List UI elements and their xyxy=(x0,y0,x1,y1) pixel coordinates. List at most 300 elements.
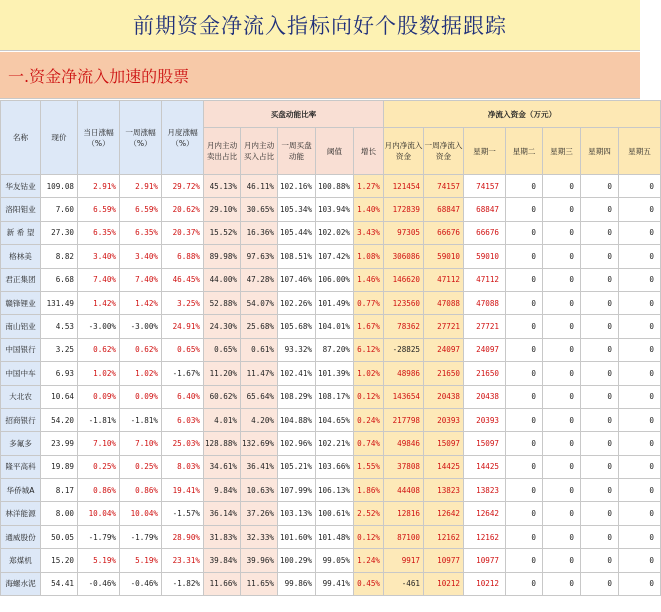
cell-tue[interactable]: 0 xyxy=(506,291,543,314)
cell-tue[interactable]: 0 xyxy=(506,572,543,595)
cell-active-buy[interactable]: 47.28% xyxy=(241,268,278,291)
col-header-buy-momentum[interactable]: 一周买盘动能 xyxy=(278,128,316,175)
cell-month-net[interactable]: 48986 xyxy=(384,362,424,385)
cell-fri[interactable]: 0 xyxy=(619,221,661,244)
cell-active-buy[interactable]: 11.65% xyxy=(241,572,278,595)
cell-tue[interactable]: 0 xyxy=(506,198,543,221)
cell-mon[interactable]: 74157 xyxy=(464,175,506,198)
table-row[interactable] xyxy=(1,385,661,408)
cell-day-chg[interactable]: 0.09% xyxy=(78,385,120,408)
cell-threshold[interactable]: 87.20% xyxy=(316,338,354,361)
cell-growth[interactable]: 1.55% xyxy=(354,455,384,478)
cell-growth[interactable]: 0.12% xyxy=(354,525,384,548)
cell-active-buy[interactable]: 54.07% xyxy=(241,291,278,314)
cell-buy-momentum[interactable]: 93.32% xyxy=(278,338,316,361)
cell-week-net[interactable]: 27721 xyxy=(424,315,464,338)
cell-mon[interactable]: 27721 xyxy=(464,315,506,338)
cell-price[interactable]: 10.64 xyxy=(41,385,78,408)
cell-month-net[interactable]: 12816 xyxy=(384,502,424,525)
cell-threshold[interactable]: 107.42% xyxy=(316,245,354,268)
cell-month-chg[interactable]: 6.88% xyxy=(162,245,204,268)
cell-day-chg[interactable]: -1.79% xyxy=(78,525,120,548)
cell-fri[interactable]: 0 xyxy=(619,385,661,408)
cell-mon[interactable]: 14425 xyxy=(464,455,506,478)
cell-mon[interactable]: 10977 xyxy=(464,549,506,572)
cell-day-chg[interactable]: 2.91% xyxy=(78,175,120,198)
table-row[interactable] xyxy=(1,362,661,385)
cell-wed[interactable]: 0 xyxy=(543,315,581,338)
table-row[interactable] xyxy=(1,479,661,502)
cell-buy-momentum[interactable]: 99.86% xyxy=(278,572,316,595)
cell-thu[interactable]: 0 xyxy=(581,315,619,338)
cell-month-chg[interactable]: -1.82% xyxy=(162,572,204,595)
cell-thu[interactable]: 0 xyxy=(581,479,619,502)
col-header-active-buy[interactable]: 月内主动买入占比 xyxy=(241,128,278,175)
cell-buy-momentum[interactable]: 105.44% xyxy=(278,221,316,244)
cell-week-net[interactable]: 12642 xyxy=(424,502,464,525)
cell-month-chg[interactable]: 20.62% xyxy=(162,198,204,221)
cell-name[interactable]: 林洋能源 xyxy=(1,502,41,525)
cell-buy-momentum[interactable]: 107.46% xyxy=(278,268,316,291)
cell-fri[interactable]: 0 xyxy=(619,198,661,221)
cell-threshold[interactable]: 104.65% xyxy=(316,408,354,431)
table-row[interactable] xyxy=(1,408,661,431)
cell-active-buy[interactable]: 36.41% xyxy=(241,455,278,478)
cell-buy-momentum[interactable]: 102.16% xyxy=(278,175,316,198)
cell-month-chg[interactable]: 6.03% xyxy=(162,408,204,431)
table-row[interactable] xyxy=(1,572,661,595)
table-row[interactable] xyxy=(1,455,661,478)
cell-price[interactable]: 131.49 xyxy=(41,291,78,314)
col-header-week-net[interactable]: 一周净流入资金 xyxy=(424,128,464,175)
cell-active-sell[interactable]: 15.52% xyxy=(204,221,241,244)
cell-threshold[interactable]: 103.66% xyxy=(316,455,354,478)
cell-month-net[interactable]: 123560 xyxy=(384,291,424,314)
cell-tue[interactable]: 0 xyxy=(506,525,543,548)
cell-day-chg[interactable]: 0.62% xyxy=(78,338,120,361)
cell-buy-momentum[interactable]: 107.99% xyxy=(278,479,316,502)
cell-thu[interactable]: 0 xyxy=(581,432,619,455)
cell-mon[interactable]: 47088 xyxy=(464,291,506,314)
cell-active-buy[interactable]: 0.61% xyxy=(241,338,278,361)
cell-week-net[interactable]: 21650 xyxy=(424,362,464,385)
cell-day-chg[interactable]: 3.40% xyxy=(78,245,120,268)
cell-growth[interactable]: 1.40% xyxy=(354,198,384,221)
cell-name[interactable]: 华友钴业 xyxy=(1,175,41,198)
cell-mon[interactable]: 12642 xyxy=(464,502,506,525)
cell-buy-momentum[interactable]: 105.68% xyxy=(278,315,316,338)
cell-month-net[interactable]: 9917 xyxy=(384,549,424,572)
cell-growth[interactable]: 1.67% xyxy=(354,315,384,338)
cell-name[interactable]: 海螺水泥 xyxy=(1,572,41,595)
cell-buy-momentum[interactable]: 108.51% xyxy=(278,245,316,268)
cell-price[interactable]: 3.25 xyxy=(41,338,78,361)
cell-active-buy[interactable]: 11.47% xyxy=(241,362,278,385)
cell-active-buy[interactable]: 65.64% xyxy=(241,385,278,408)
cell-month-chg[interactable]: 29.72% xyxy=(162,175,204,198)
cell-week-chg[interactable]: 6.59% xyxy=(120,198,162,221)
cell-threshold[interactable]: 108.17% xyxy=(316,385,354,408)
cell-week-net[interactable]: 14425 xyxy=(424,455,464,478)
cell-name[interactable]: 多氟多 xyxy=(1,432,41,455)
cell-price[interactable]: 50.05 xyxy=(41,525,78,548)
cell-fri[interactable]: 0 xyxy=(619,245,661,268)
cell-month-net[interactable]: 37808 xyxy=(384,455,424,478)
cell-fri[interactable]: 0 xyxy=(619,291,661,314)
cell-threshold[interactable]: 106.13% xyxy=(316,479,354,502)
cell-active-sell[interactable]: 39.84% xyxy=(204,549,241,572)
cell-buy-momentum[interactable]: 100.29% xyxy=(278,549,316,572)
cell-name[interactable]: 格林美 xyxy=(1,245,41,268)
cell-week-chg[interactable]: 0.62% xyxy=(120,338,162,361)
cell-week-chg[interactable]: -1.79% xyxy=(120,525,162,548)
cell-name[interactable]: 新 希 望 xyxy=(1,221,41,244)
cell-wed[interactable]: 0 xyxy=(543,549,581,572)
cell-name[interactable]: 中国银行 xyxy=(1,338,41,361)
cell-active-buy[interactable]: 10.63% xyxy=(241,479,278,502)
cell-mon[interactable]: 12162 xyxy=(464,525,506,548)
table-row[interactable] xyxy=(1,198,661,221)
col-header-month-chg[interactable]: 月度涨幅（%） xyxy=(162,101,204,175)
cell-tue[interactable]: 0 xyxy=(506,502,543,525)
cell-month-net[interactable]: 217798 xyxy=(384,408,424,431)
cell-threshold[interactable]: 101.49% xyxy=(316,291,354,314)
cell-active-buy[interactable]: 97.63% xyxy=(241,245,278,268)
cell-tue[interactable]: 0 xyxy=(506,338,543,361)
cell-tue[interactable]: 0 xyxy=(506,479,543,502)
cell-thu[interactable]: 0 xyxy=(581,502,619,525)
cell-week-chg[interactable]: 0.25% xyxy=(120,455,162,478)
cell-buy-momentum[interactable]: 104.88% xyxy=(278,408,316,431)
cell-active-sell[interactable]: 0.65% xyxy=(204,338,241,361)
cell-mon[interactable]: 59010 xyxy=(464,245,506,268)
cell-active-buy[interactable]: 30.65% xyxy=(241,198,278,221)
cell-growth[interactable]: 1.02% xyxy=(354,362,384,385)
cell-thu[interactable]: 0 xyxy=(581,385,619,408)
cell-mon[interactable]: 20438 xyxy=(464,385,506,408)
cell-price[interactable]: 8.17 xyxy=(41,479,78,502)
cell-day-chg[interactable]: 7.10% xyxy=(78,432,120,455)
cell-wed[interactable]: 0 xyxy=(543,338,581,361)
cell-growth[interactable]: 1.27% xyxy=(354,175,384,198)
cell-day-chg[interactable]: 1.02% xyxy=(78,362,120,385)
cell-active-buy[interactable]: 4.20% xyxy=(241,408,278,431)
col-header-thu[interactable]: 星期四 xyxy=(581,128,619,175)
cell-threshold[interactable]: 100.61% xyxy=(316,502,354,525)
cell-week-chg[interactable]: 6.35% xyxy=(120,221,162,244)
cell-week-chg[interactable]: -0.46% xyxy=(120,572,162,595)
col-header-mon[interactable]: 星期一 xyxy=(464,128,506,175)
cell-growth[interactable]: 0.74% xyxy=(354,432,384,455)
cell-day-chg[interactable]: 0.86% xyxy=(78,479,120,502)
col-header-wed[interactable]: 星期三 xyxy=(543,128,581,175)
cell-month-net[interactable]: -461 xyxy=(384,572,424,595)
cell-name[interactable]: 郑煤机 xyxy=(1,549,41,572)
cell-price[interactable]: 8.82 xyxy=(41,245,78,268)
cell-price[interactable]: 15.20 xyxy=(41,549,78,572)
cell-growth[interactable]: 1.24% xyxy=(354,549,384,572)
cell-day-chg[interactable]: -0.46% xyxy=(78,572,120,595)
cell-mon[interactable]: 68847 xyxy=(464,198,506,221)
cell-price[interactable]: 109.08 xyxy=(41,175,78,198)
cell-mon[interactable]: 66676 xyxy=(464,221,506,244)
cell-week-chg[interactable]: 3.40% xyxy=(120,245,162,268)
cell-price[interactable]: 8.00 xyxy=(41,502,78,525)
cell-week-chg[interactable]: -1.81% xyxy=(120,408,162,431)
cell-active-buy[interactable]: 132.69% xyxy=(241,432,278,455)
cell-month-chg[interactable]: 0.65% xyxy=(162,338,204,361)
cell-month-net[interactable]: 121454 xyxy=(384,175,424,198)
cell-month-net[interactable]: 78362 xyxy=(384,315,424,338)
cell-thu[interactable]: 0 xyxy=(581,549,619,572)
cell-thu[interactable]: 0 xyxy=(581,338,619,361)
cell-wed[interactable]: 0 xyxy=(543,245,581,268)
cell-week-chg[interactable]: 10.04% xyxy=(120,502,162,525)
cell-week-net[interactable]: 74157 xyxy=(424,175,464,198)
cell-active-buy[interactable]: 32.33% xyxy=(241,525,278,548)
cell-tue[interactable]: 0 xyxy=(506,408,543,431)
cell-week-net[interactable]: 24097 xyxy=(424,338,464,361)
cell-mon[interactable]: 20393 xyxy=(464,408,506,431)
cell-fri[interactable]: 0 xyxy=(619,502,661,525)
cell-day-chg[interactable]: -1.81% xyxy=(78,408,120,431)
cell-price[interactable]: 6.68 xyxy=(41,268,78,291)
cell-tue[interactable]: 0 xyxy=(506,385,543,408)
cell-thu[interactable]: 0 xyxy=(581,198,619,221)
cell-name[interactable]: 中国中车 xyxy=(1,362,41,385)
cell-growth[interactable]: 1.46% xyxy=(354,268,384,291)
col-header-tue[interactable]: 星期二 xyxy=(506,128,543,175)
cell-week-net[interactable]: 66676 xyxy=(424,221,464,244)
cell-name[interactable]: 大北农 xyxy=(1,385,41,408)
cell-month-chg[interactable]: 8.03% xyxy=(162,455,204,478)
cell-growth[interactable]: 3.43% xyxy=(354,221,384,244)
cell-active-buy[interactable]: 37.26% xyxy=(241,502,278,525)
cell-month-chg[interactable]: -1.57% xyxy=(162,502,204,525)
table-row[interactable] xyxy=(1,221,661,244)
cell-month-chg[interactable]: 25.03% xyxy=(162,432,204,455)
cell-tue[interactable]: 0 xyxy=(506,245,543,268)
cell-growth[interactable]: 0.77% xyxy=(354,291,384,314)
cell-price[interactable]: 6.93 xyxy=(41,362,78,385)
cell-buy-momentum[interactable]: 105.21% xyxy=(278,455,316,478)
cell-fri[interactable]: 0 xyxy=(619,525,661,548)
cell-threshold[interactable]: 106.00% xyxy=(316,268,354,291)
cell-month-net[interactable]: 97305 xyxy=(384,221,424,244)
cell-week-net[interactable]: 13823 xyxy=(424,479,464,502)
cell-week-net[interactable]: 59010 xyxy=(424,245,464,268)
cell-buy-momentum[interactable]: 105.34% xyxy=(278,198,316,221)
cell-tue[interactable]: 0 xyxy=(506,549,543,572)
cell-tue[interactable]: 0 xyxy=(506,362,543,385)
cell-tue[interactable]: 0 xyxy=(506,315,543,338)
col-header-day-chg[interactable]: 当日涨幅（%） xyxy=(78,101,120,175)
cell-week-chg[interactable]: 1.42% xyxy=(120,291,162,314)
cell-growth[interactable]: 1.08% xyxy=(354,245,384,268)
cell-month-chg[interactable]: 28.90% xyxy=(162,525,204,548)
table-row[interactable] xyxy=(1,268,661,291)
cell-active-sell[interactable]: 44.00% xyxy=(204,268,241,291)
cell-active-sell[interactable]: 11.20% xyxy=(204,362,241,385)
cell-mon[interactable]: 21650 xyxy=(464,362,506,385)
cell-active-sell[interactable]: 9.84% xyxy=(204,479,241,502)
cell-fri[interactable]: 0 xyxy=(619,549,661,572)
cell-fri[interactable]: 0 xyxy=(619,479,661,502)
cell-week-net[interactable]: 15097 xyxy=(424,432,464,455)
cell-fri[interactable]: 0 xyxy=(619,338,661,361)
cell-tue[interactable]: 0 xyxy=(506,221,543,244)
cell-active-sell[interactable]: 45.13% xyxy=(204,175,241,198)
cell-wed[interactable]: 0 xyxy=(543,198,581,221)
cell-threshold[interactable]: 99.05% xyxy=(316,549,354,572)
cell-week-net[interactable]: 47112 xyxy=(424,268,464,291)
cell-name[interactable]: 华侨城A xyxy=(1,479,41,502)
cell-name[interactable]: 君正集团 xyxy=(1,268,41,291)
cell-thu[interactable]: 0 xyxy=(581,268,619,291)
table-row[interactable] xyxy=(1,525,661,548)
cell-active-sell[interactable]: 11.66% xyxy=(204,572,241,595)
col-header-price[interactable]: 现价 xyxy=(41,101,78,175)
cell-tue[interactable]: 0 xyxy=(506,432,543,455)
cell-thu[interactable]: 0 xyxy=(581,221,619,244)
table-row[interactable] xyxy=(1,175,661,198)
cell-day-chg[interactable]: 7.40% xyxy=(78,268,120,291)
cell-week-net[interactable]: 12162 xyxy=(424,525,464,548)
table-row[interactable] xyxy=(1,338,661,361)
cell-tue[interactable]: 0 xyxy=(506,175,543,198)
cell-month-chg[interactable]: 46.45% xyxy=(162,268,204,291)
cell-buy-momentum[interactable]: 102.26% xyxy=(278,291,316,314)
cell-active-sell[interactable]: 52.88% xyxy=(204,291,241,314)
cell-day-chg[interactable]: 10.04% xyxy=(78,502,120,525)
col-header-month-net[interactable]: 月内净流入资金 xyxy=(384,128,424,175)
cell-growth[interactable]: 0.24% xyxy=(354,408,384,431)
cell-thu[interactable]: 0 xyxy=(581,291,619,314)
cell-month-chg[interactable]: 19.41% xyxy=(162,479,204,502)
cell-buy-momentum[interactable]: 103.13% xyxy=(278,502,316,525)
cell-day-chg[interactable]: -3.00% xyxy=(78,315,120,338)
cell-name[interactable]: 招商银行 xyxy=(1,408,41,431)
cell-wed[interactable]: 0 xyxy=(543,525,581,548)
cell-growth[interactable]: 0.12% xyxy=(354,385,384,408)
cell-wed[interactable]: 0 xyxy=(543,432,581,455)
cell-fri[interactable]: 0 xyxy=(619,175,661,198)
cell-mon[interactable]: 24097 xyxy=(464,338,506,361)
cell-active-sell[interactable]: 29.10% xyxy=(204,198,241,221)
cell-week-net[interactable]: 10977 xyxy=(424,549,464,572)
cell-fri[interactable]: 0 xyxy=(619,362,661,385)
cell-month-chg[interactable]: 3.25% xyxy=(162,291,204,314)
cell-wed[interactable]: 0 xyxy=(543,408,581,431)
cell-week-chg[interactable]: 0.86% xyxy=(120,479,162,502)
cell-wed[interactable]: 0 xyxy=(543,268,581,291)
cell-fri[interactable]: 0 xyxy=(619,268,661,291)
cell-wed[interactable]: 0 xyxy=(543,291,581,314)
cell-wed[interactable]: 0 xyxy=(543,221,581,244)
cell-thu[interactable]: 0 xyxy=(581,408,619,431)
cell-tue[interactable]: 0 xyxy=(506,268,543,291)
cell-price[interactable]: 7.60 xyxy=(41,198,78,221)
cell-active-sell[interactable]: 36.14% xyxy=(204,502,241,525)
cell-price[interactable]: 4.53 xyxy=(41,315,78,338)
cell-fri[interactable]: 0 xyxy=(619,315,661,338)
cell-price[interactable]: 19.89 xyxy=(41,455,78,478)
cell-week-net[interactable]: 20393 xyxy=(424,408,464,431)
cell-growth[interactable]: 2.52% xyxy=(354,502,384,525)
cell-week-chg[interactable]: 7.10% xyxy=(120,432,162,455)
cell-threshold[interactable]: 102.02% xyxy=(316,221,354,244)
cell-month-net[interactable]: 49846 xyxy=(384,432,424,455)
cell-wed[interactable]: 0 xyxy=(543,455,581,478)
table-row[interactable] xyxy=(1,549,661,572)
col-header-active-sell[interactable]: 月内主动卖出占比 xyxy=(204,128,241,175)
cell-price[interactable]: 54.20 xyxy=(41,408,78,431)
cell-wed[interactable]: 0 xyxy=(543,362,581,385)
cell-name[interactable]: 洛阳钼业 xyxy=(1,198,41,221)
cell-mon[interactable]: 13823 xyxy=(464,479,506,502)
cell-day-chg[interactable]: 6.59% xyxy=(78,198,120,221)
table-row[interactable] xyxy=(1,502,661,525)
cell-month-chg[interactable]: 24.91% xyxy=(162,315,204,338)
cell-threshold[interactable]: 99.41% xyxy=(316,572,354,595)
cell-name[interactable]: 赣锋锂业 xyxy=(1,291,41,314)
cell-threshold[interactable]: 104.01% xyxy=(316,315,354,338)
cell-week-chg[interactable]: 1.02% xyxy=(120,362,162,385)
col-header-fri[interactable]: 星期五 xyxy=(619,128,661,175)
cell-month-net[interactable]: 146620 xyxy=(384,268,424,291)
cell-active-sell[interactable]: 4.01% xyxy=(204,408,241,431)
cell-active-sell[interactable]: 34.61% xyxy=(204,455,241,478)
table-row[interactable] xyxy=(1,291,661,314)
cell-threshold[interactable]: 101.48% xyxy=(316,525,354,548)
cell-month-net[interactable]: 143654 xyxy=(384,385,424,408)
cell-wed[interactable]: 0 xyxy=(543,572,581,595)
cell-week-chg[interactable]: 5.19% xyxy=(120,549,162,572)
cell-name[interactable]: 通威股份 xyxy=(1,525,41,548)
cell-day-chg[interactable]: 1.42% xyxy=(78,291,120,314)
cell-active-buy[interactable]: 16.36% xyxy=(241,221,278,244)
cell-wed[interactable]: 0 xyxy=(543,385,581,408)
cell-month-net[interactable]: 44408 xyxy=(384,479,424,502)
cell-month-net[interactable]: 306086 xyxy=(384,245,424,268)
cell-week-chg[interactable]: 0.09% xyxy=(120,385,162,408)
cell-active-sell[interactable]: 31.83% xyxy=(204,525,241,548)
cell-week-net[interactable]: 68847 xyxy=(424,198,464,221)
table-row[interactable] xyxy=(1,245,661,268)
cell-buy-momentum[interactable]: 102.41% xyxy=(278,362,316,385)
cell-week-net[interactable]: 10212 xyxy=(424,572,464,595)
cell-name[interactable]: 南山铝业 xyxy=(1,315,41,338)
cell-fri[interactable]: 0 xyxy=(619,455,661,478)
cell-growth[interactable]: 1.86% xyxy=(354,479,384,502)
cell-thu[interactable]: 0 xyxy=(581,175,619,198)
cell-week-chg[interactable]: 2.91% xyxy=(120,175,162,198)
col-header-threshold[interactable]: 阈值 xyxy=(316,128,354,175)
cell-active-buy[interactable]: 39.96% xyxy=(241,549,278,572)
cell-day-chg[interactable]: 0.25% xyxy=(78,455,120,478)
cell-active-sell[interactable]: 128.88% xyxy=(204,432,241,455)
cell-thu[interactable]: 0 xyxy=(581,572,619,595)
cell-week-net[interactable]: 20438 xyxy=(424,385,464,408)
cell-wed[interactable]: 0 xyxy=(543,175,581,198)
cell-active-sell[interactable]: 60.62% xyxy=(204,385,241,408)
cell-price[interactable]: 54.41 xyxy=(41,572,78,595)
cell-threshold[interactable]: 101.39% xyxy=(316,362,354,385)
cell-price[interactable]: 27.30 xyxy=(41,221,78,244)
cell-tue[interactable]: 0 xyxy=(506,455,543,478)
cell-active-sell[interactable]: 89.98% xyxy=(204,245,241,268)
table-row[interactable] xyxy=(1,315,661,338)
